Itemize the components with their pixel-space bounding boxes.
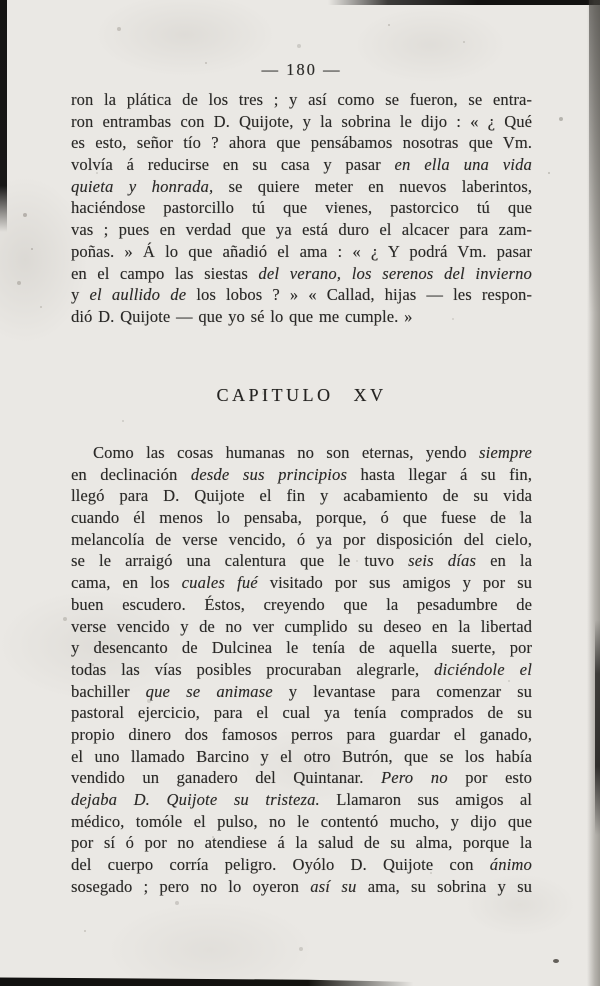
scan-speck [553,959,559,963]
text-line: en declinación desde sus principios hasta llegar á su fin, [71,464,532,484]
text-line: el uno llamado Barcino y el otro Butrón, que se los había [71,746,532,766]
scan-edge-left [0,0,7,232]
text-line: haciéndose pastorcillo tú que vienes, pastorcico tú que [71,198,532,218]
scan-edge-right-top [589,0,600,330]
scan-edge-top [328,0,600,5]
text-line: Como las cosas humanas no son eternas, yendo siempre [93,443,532,462]
text-line: llegó para D. Quijote el fin y acabamiento de su vida [71,486,532,506]
text-line: bachiller que se animase y levantase para comenzar su [71,681,532,701]
text-line: es esto, señor tío ? ahora que pensábamos nosotras que Vm. [71,133,532,153]
text-line: quieta y honrada, se quiere meter en nuevos laberintos, [71,176,532,196]
scan-edge-right-dark [595,620,600,835]
text-line: cuando él menos lo pensaba, porque, ó que fuese de la [71,508,532,528]
text-line: y desencanto de Dulcinea le tenía de aquella suerte, por [71,638,532,658]
text-line: del cuerpo corría peligro. Oyólo D. Quijote con ánimo [71,855,532,875]
text-line: poñas. » Á lo que añadió el ama : « ¿ Y podrá Vm. pasar [71,241,532,261]
paragraph-continuation [71,89,532,328]
text-line: sosegado ; pero no lo oyeron así su ama, su sobrina y su [71,876,532,896]
text-line: propio dinero dos famosos perros para guardar el ganado, [71,724,532,744]
text-line: dejaba D. Quijote su tristeza. Llamaron sus amigos al [71,790,532,809]
text-line: dió D. Quijote — que yo sé lo que me cumple. » [71,306,413,326]
text-line: en el campo las siestas del verano, los serenos del invierno [71,263,532,283]
chapter-heading: CAPITULO XV [216,385,387,405]
text-line: vas ; pues en verdad que ya está duro el alcacer para zam- [71,220,532,240]
text-line: ron la plática de los tres ; y así como se fueron, se entra- [71,90,532,109]
text-line: volvía á reducirse en su casa y pasar en ella una vida [71,155,532,175]
text-line: buen escudero. Éstos, creyendo que la pesadumbre de [71,594,532,614]
text-line: ron entrambas con D. Quijote, y la sobrina le dijo : « ¿ Qué [71,111,532,131]
page-number: — 180 — [261,60,342,79]
text-line: pastoral ejercicio, para el cual ya tenía comprados de su [71,703,532,723]
scan-edge-bottom [0,977,440,986]
text-line: médico, tomóle el pulso, no le contentó mucho, y dijo que [71,811,532,831]
text-line: cama, en los cuales fué visitado por sus amigos y por su [71,573,532,593]
text-line: se le arraigó una calentura que le tuvo seis días en la [71,551,532,571]
text-line: por sí ó por no atendiese á la salud de su alma, porque la [71,833,532,853]
text-line: verse vencido y de no ver cumplido su deseo en la libertad [71,616,532,636]
chapter-paragraph [71,442,532,897]
text-line: y el aullido de los lobos ? » « Callad, hijas — les respon- [71,285,532,305]
text-line: todas las vías posibles procuraban alegrarle, diciéndole el [71,659,532,679]
text-line: melancolía de verse vencido, ó ya por disposición del cielo, [71,529,532,549]
text-line: vendido un ganadero del Quintanar. Pero no por esto [71,768,532,788]
